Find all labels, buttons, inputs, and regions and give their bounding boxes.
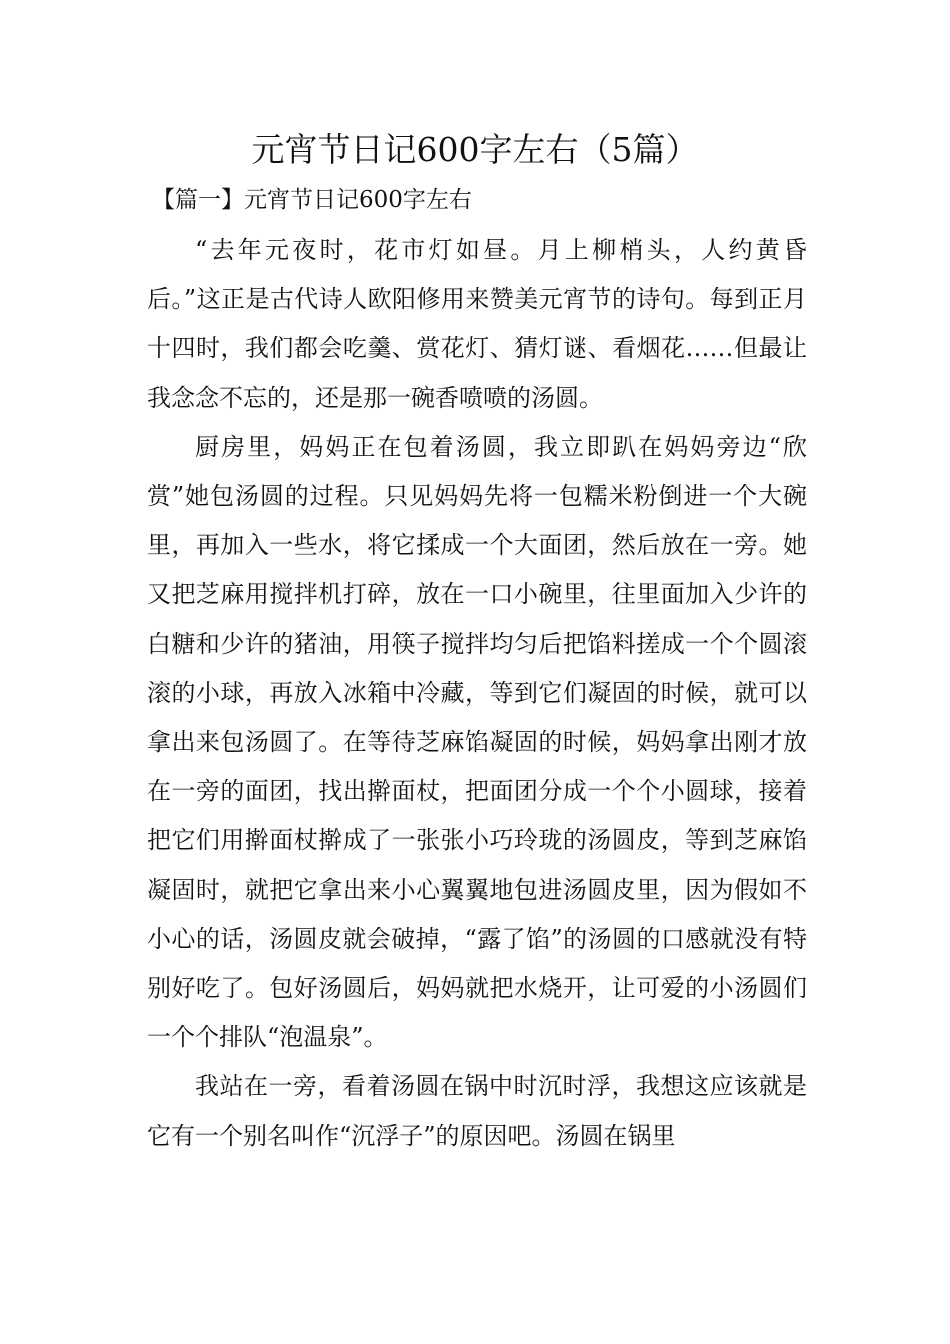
- paragraph-3: 我站在一旁，看着汤圆在锅中时沉时浮，我想这应该就是它有一个别名叫作“沉浮子”的原因吧。汤圆在锅里: [147, 1072, 807, 1150]
- document-body: [147, 226, 807, 1161]
- paragraph-1: “去年元夜时，花市灯如昼。月上柳梢头，人约黄昏后。”这正是古代诗人欧阳修用来赞美元宵节的诗句。每到正月十四时，我们都会吃羹、赏花灯、猜灯谜、看烟花……但最让我念念不忘的，还是那一碗香喷喷的汤圆。: [147, 236, 807, 412]
- paragraph-2: 厨房里，妈妈正在包着汤圆，我立即趴在妈妈旁边“欣赏”她包汤圆的过程。只见妈妈先将一包糯米粉倒进一个大碗里，再加入一些水，将它揉成一个大面团，然后放在一旁。她又把芝麻用搅拌机打碎，放在一口小碗里，往里面加入少许的白糖和少许的猪油，用筷子搅拌均匀后把馅料搓成一个个圆滚滚的小球，再放入冰箱中冷藏，等到它们凝固的时候，就可以拿出来包汤圆了。在等待芝麻馅凝固的时候，妈妈拿出刚才放在一旁的面团，找出擀面杖，把面团分成一个个小圆球，接着把它们用擀面杖擀成了一张张小巧玲珑的汤圆皮，等到芝麻馅凝固时，就把它拿出来小心翼翼地包进汤圆皮里，因为假如不小心的话，汤圆皮就会破掉，“露了馅”的汤圆的口感就没有特别好吃了。包好汤圆后，妈妈就把水烧开，让可爱的小汤圆们一个个排队“泡温泉”。: [147, 432, 807, 1052]
- section-heading: 【篇一】元宵节日记600字左右: [152, 187, 472, 213]
- document-title: 元宵节日记600字左右（5篇）: [251, 130, 699, 169]
